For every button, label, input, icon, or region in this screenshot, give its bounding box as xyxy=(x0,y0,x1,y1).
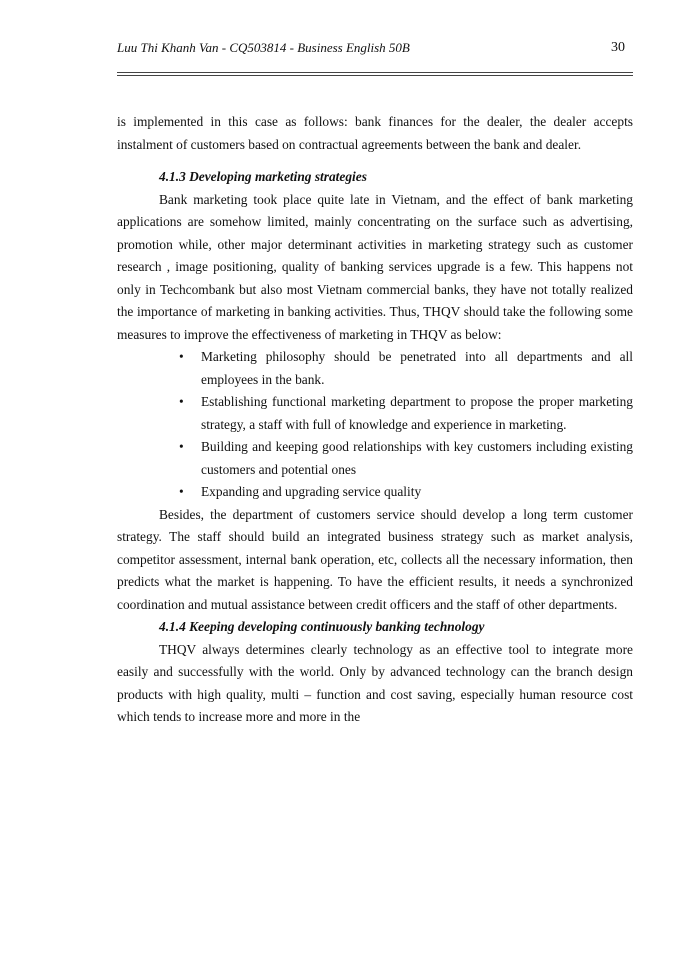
header-rule-bottom xyxy=(117,75,633,76)
list-item-text: Building and keeping good relationships with key customers including existing customers and potential ones xyxy=(201,439,633,477)
paragraph-besides: Besides, the department of customers service should develop a long term customer strategy. The staff should build an integrated business strategy such as market analysis, competitor assessment, internal bank operation, etc, collects all the necessary information, then predicts what the market is happening. To have the efficient results, it needs a synchronized coordination and mutual assistance between credit officers and the staff of other departments. xyxy=(117,506,633,612)
paragraph-intro: is implemented in this case as follows: bank finances for the dealer, the dealer accepts instalment of customers based on contractual agreements between the bank and dealer. xyxy=(117,114,633,152)
bullet-icon: • xyxy=(179,484,184,499)
list-item xyxy=(179,436,633,481)
list-item-text: Establishing functional marketing department to propose the proper marketing strategy, a staff with full of knowledge and experience in marketing. xyxy=(201,394,633,432)
header-rule-top xyxy=(117,72,633,73)
paragraph-technology: THQV always determines clearly technology as an effective tool to integrate more easily and successfully with the world. Only by advanced technology can the branch design products with high quality, multi – function and cost saving, especially human resource cost which tends to increase more and more in the xyxy=(117,641,633,724)
header-title: Luu Thi Khanh Van - CQ503814 - Business English 50B xyxy=(117,40,410,55)
list-item xyxy=(179,346,633,391)
bullet-icon: • xyxy=(179,439,184,454)
list-item xyxy=(179,391,633,436)
list-item xyxy=(179,481,633,504)
page-body xyxy=(117,111,633,729)
list-item-text: Marketing philosophy should be penetrated into all departments and all employees in the bank. xyxy=(201,349,633,387)
measures-list xyxy=(117,346,633,504)
page-number: 30 xyxy=(611,40,625,55)
paragraph-marketing: Bank marketing took place quite late in Vietnam, and the effect of bank marketing applications are somehow limited, mainly concentrating on the surface such as advertising, promotion while, other major determinant activities in marketing strategy such as customer research , image positioning, quality of banking services upgrade is a few. This happens not only in Techcombank but also most Vietnam commercial banks, they have not totally realized the importance of marketing in banking activities. Thus, THQV should take the following some measures to improve the effectiveness of marketing in THQV as below: xyxy=(117,191,633,342)
bullet-icon: • xyxy=(179,394,184,409)
page-header xyxy=(117,40,633,64)
bullet-icon: • xyxy=(179,349,184,364)
list-item-text: Expanding and upgrading service quality xyxy=(201,484,422,499)
section-heading-4-1-4: 4.1.4 Keeping developing continuously banking technology xyxy=(159,619,485,634)
section-heading-4-1-3: 4.1.3 Developing marketing strategies xyxy=(159,169,367,184)
